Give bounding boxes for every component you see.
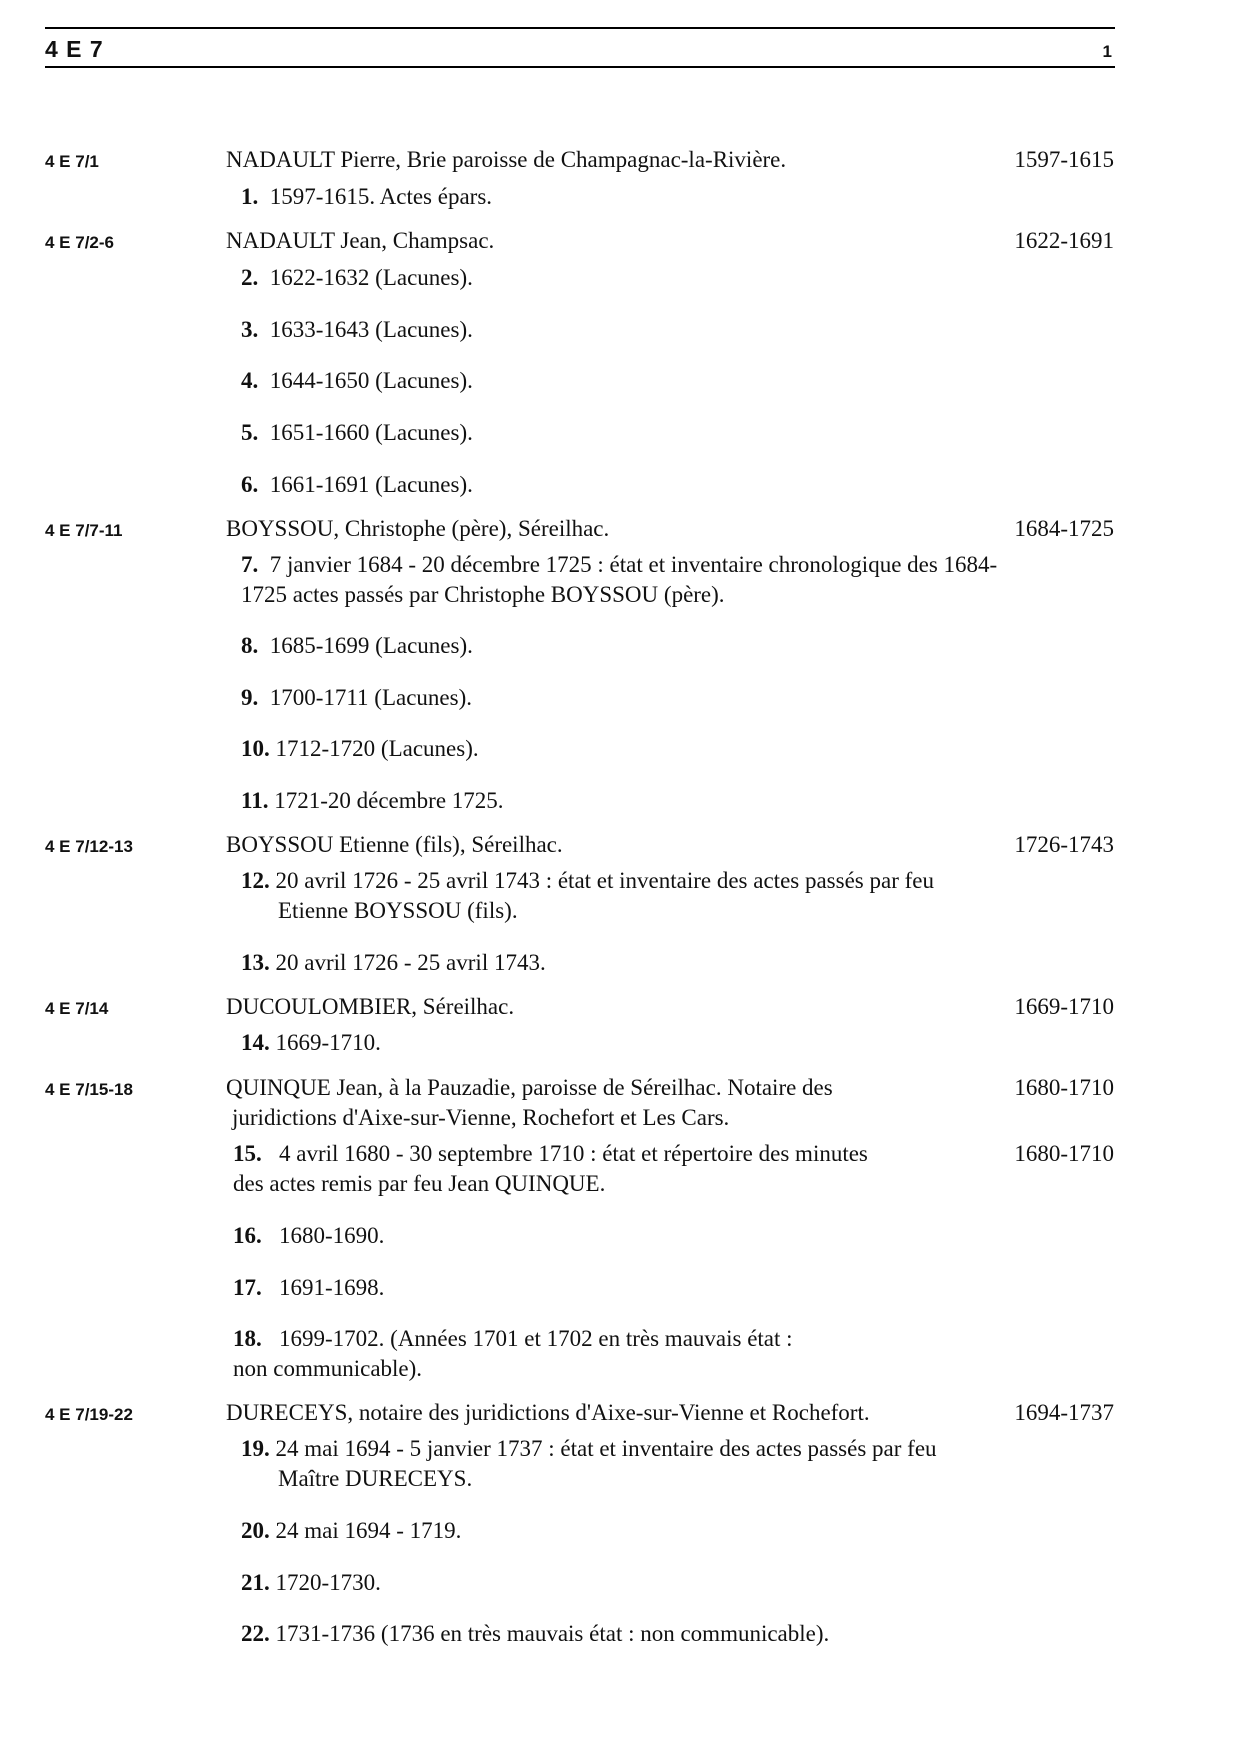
item [241, 868, 934, 894]
item [241, 184, 492, 210]
item-text: 1644-1650 (Lacunes). [269, 368, 473, 393]
item-text: 1721-20 décembre 1725. [274, 788, 504, 813]
item-text: 1669-1710. [275, 1030, 381, 1055]
item-number: 6. [241, 472, 259, 497]
entry-dates: 1622-1691 [1014, 228, 1114, 253]
item [241, 1030, 381, 1056]
item [241, 788, 504, 814]
item [241, 633, 473, 659]
item [241, 1621, 829, 1647]
item-number: 9. [241, 685, 259, 710]
item-number: 14. [241, 1030, 270, 1055]
item-number: 12. [241, 868, 270, 893]
item [241, 420, 473, 446]
item [241, 552, 997, 578]
item-text: 1622-1632 (Lacunes). [269, 265, 473, 290]
item [241, 368, 473, 394]
item [241, 950, 546, 976]
entry-title: NADAULT Jean, Champsac. [226, 228, 495, 253]
item [241, 736, 479, 762]
entry-cote: 4 E 7/2-6 [45, 233, 114, 252]
item [233, 1275, 384, 1301]
entry-title: NADAULT Pierre, Brie paroisse de Champagnac-la-Rivière. [226, 147, 787, 172]
item-dates: 1680-1710 [1014, 1141, 1114, 1166]
item-text: 1712-1720 (Lacunes). [275, 736, 479, 761]
item [241, 685, 472, 711]
header-bottom-rule [45, 66, 1115, 68]
entry-dates: 1669-1710 [1014, 994, 1114, 1019]
item-continuation: Maître DURECEYS. [278, 1466, 473, 1491]
item-text: 24 mai 1694 - 1719. [275, 1518, 462, 1543]
item-text: 1661-1691 (Lacunes). [269, 472, 473, 497]
header-top-rule [45, 27, 1115, 29]
item-number: 3. [241, 317, 259, 342]
item-continuation: non communicable). [233, 1356, 423, 1381]
entry-dates: 1684-1725 [1014, 516, 1114, 541]
item-number: 4. [241, 368, 259, 393]
item [233, 1223, 384, 1249]
item-number: 5. [241, 420, 259, 445]
item-number: 1. [241, 184, 259, 209]
item-number: 19. [241, 1436, 270, 1461]
item-number: 17. [233, 1275, 262, 1300]
entry-dates: 1597-1615 [1014, 147, 1114, 172]
item-text: 1651-1660 (Lacunes). [269, 420, 473, 445]
item [241, 1570, 381, 1596]
item-text: 24 mai 1694 - 5 janvier 1737 : état et inventaire des actes passés par feu [275, 1436, 937, 1461]
item [241, 317, 473, 343]
item-text: 1699-1702. (Années 1701 et 1702 en très mauvais état : [279, 1326, 793, 1351]
entry-title: BOYSSOU Etienne (fils), Séreilhac. [226, 832, 563, 857]
page-number: 1 [1102, 42, 1112, 61]
item-number: 8. [241, 633, 259, 658]
entry-cote: 4 E 7/12-13 [45, 837, 133, 856]
item-text: 1680-1690. [279, 1223, 385, 1248]
header-title: 4 E 7 [45, 36, 104, 62]
item-text: 1597-1615. Actes épars. [269, 184, 493, 209]
entry-title: DUCOULOMBIER, Séreilhac. [226, 994, 515, 1019]
entry-cote: 4 E 7/1 [45, 152, 99, 171]
item-continuation: Etienne BOYSSOU (fils). [278, 898, 518, 923]
item [241, 472, 473, 498]
item-number: 22. [241, 1621, 270, 1646]
item-text: 1685-1699 (Lacunes). [269, 633, 473, 658]
item-text: 7 janvier 1684 - 20 décembre 1725 : état et inventaire chronologique des 1684- [269, 552, 998, 577]
item-text: 20 avril 1726 - 25 avril 1743. [275, 950, 546, 975]
item-number: 20. [241, 1518, 270, 1543]
item [241, 1518, 461, 1544]
item-number: 10. [241, 736, 270, 761]
item-text: 20 avril 1726 - 25 avril 1743 : état et inventaire des actes passés par feu [275, 868, 934, 893]
item-number: 18. [233, 1326, 262, 1351]
item [241, 1436, 937, 1462]
entry-cote: 4 E 7/7-11 [45, 521, 123, 540]
entry-dates: 1726-1743 [1014, 832, 1114, 857]
item-number: 2. [241, 265, 259, 290]
item-number: 7. [241, 552, 259, 577]
item-text: 1633-1643 (Lacunes). [269, 317, 473, 342]
entry-cote: 4 E 7/19-22 [45, 1405, 133, 1424]
entry-dates: 1680-1710 [1014, 1075, 1114, 1100]
item [241, 265, 473, 291]
entry-title: BOYSSOU, Christophe (père), Séreilhac. [226, 516, 610, 541]
item-text: 1691-1698. [279, 1275, 385, 1300]
entry-cote: 4 E 7/15-18 [45, 1080, 133, 1099]
item-continuation: 1725 actes passés par Christophe BOYSSOU (père). [241, 582, 725, 607]
item [233, 1326, 793, 1352]
item-continuation: des actes remis par feu Jean QUINQUE. [233, 1171, 606, 1196]
item [233, 1141, 868, 1167]
item-number: 15. [233, 1141, 262, 1166]
entry-title-continuation: juridictions d'Aixe-sur-Vienne, Rochefort et Les Cars. [232, 1105, 730, 1130]
entry-title: QUINQUE Jean, à la Pauzadie, paroisse de Séreilhac. Notaire des [226, 1075, 833, 1100]
item-text: 4 avril 1680 - 30 septembre 1710 : état et répertoire des minutes [279, 1141, 868, 1166]
item-text: 1720-1730. [275, 1570, 381, 1595]
item-number: 13. [241, 950, 270, 975]
entry-cote: 4 E 7/14 [45, 999, 109, 1018]
item-text: 1731-1736 (1736 en très mauvais état : non communicable). [275, 1621, 830, 1646]
entry-title: DURECEYS, notaire des juridictions d'Aixe-sur-Vienne et Rochefort. [226, 1400, 870, 1425]
item-number: 11. [241, 788, 269, 813]
item-number: 16. [233, 1223, 262, 1248]
entry-dates: 1694-1737 [1014, 1400, 1114, 1425]
item-text: 1700-1711 (Lacunes). [269, 685, 472, 710]
item-number: 21. [241, 1570, 270, 1595]
